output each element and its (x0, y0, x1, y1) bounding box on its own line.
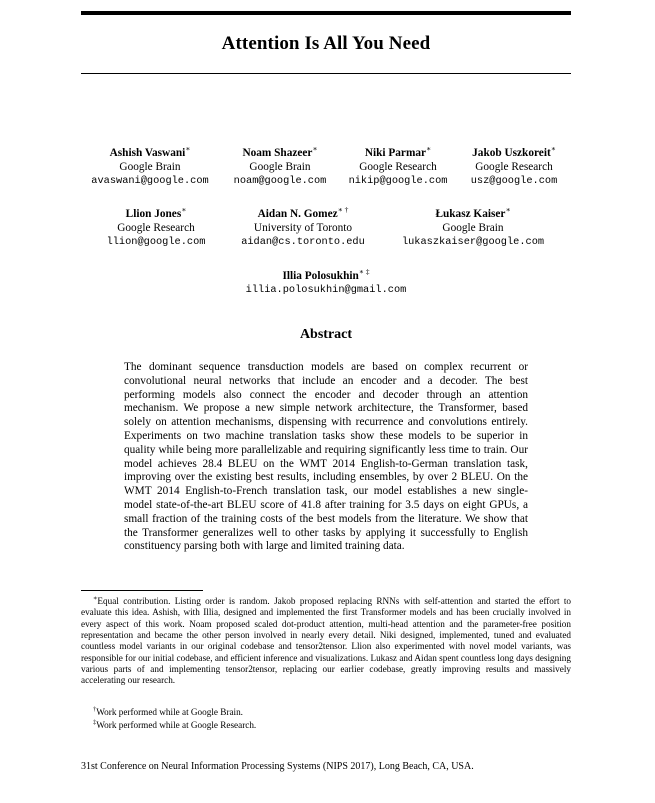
conference-note: 31st Conference on Neural Information Processing Systems (NIPS 2017), Long Beach, CA, USA. (81, 761, 474, 772)
author-name: Noam Shazeer∗ (242, 144, 318, 159)
footnote-google-brain: †Work performed while at Google Brain. (93, 706, 243, 718)
author-parmar (345, 142, 451, 189)
author-kaiser (393, 203, 553, 250)
author-affiliation: Google Research (359, 160, 437, 173)
author-name: Ashish Vaswani∗ (109, 144, 191, 159)
author-gomez (228, 203, 378, 250)
author-email: nikip@google.com (348, 174, 448, 187)
author-affiliation: University of Toronto (253, 221, 353, 234)
author-affiliation: Google Brain (249, 160, 311, 173)
author-affiliation: Google Research (117, 221, 195, 234)
author-email: aidan@cs.toronto.edu (241, 235, 365, 248)
author-email: noam@google.com (233, 174, 327, 187)
footnote-equal-contribution: ∗Equal contribution. Listing order is random. Jakob proposed replacing RNNs with self-attention and started the effort to evaluate this idea. Ashish, with Illia, designed and implemented the first Transformer models and has been crucially involved in every aspect of this work. Noam proposed scaled dot-product attention, multi-head attention and the parameter-free position representation and became the other person involved in nearly every detail. Niki designed, implemented, tuned and evaluated countless model variants in our original codebase and tensor2tensor. Llion also experimented with novel model variants, was responsible for our initial codebase, and efficient inference and visualizations. Lukasz and Aidan spent countless long days designing various parts of and implementing tensor2tensor, replacing our earlier codebase, greatly improving results and massively accelerating our research. (81, 595, 571, 686)
paper-title: Attention Is All You Need (221, 33, 431, 54)
author-affiliation: Google Research (475, 160, 553, 173)
author-name: Aidan N. Gomez∗ † (257, 205, 349, 220)
author-vaswani (85, 142, 215, 189)
author-polosukhin (226, 265, 426, 298)
title-bottom-rule (81, 73, 571, 74)
author-affiliation: Google Brain (119, 160, 181, 173)
author-email: usz@google.com (470, 174, 558, 187)
author-name: Jakob Uszkoreit∗ (472, 144, 556, 159)
author-email: avaswani@google.com (91, 174, 209, 187)
author-name: Llion Jones∗ (125, 205, 187, 220)
author-uszkoreit (463, 142, 565, 189)
author-name: Niki Parmar∗ (364, 144, 432, 159)
title-top-rule (81, 11, 571, 15)
author-name: Illia Polosukhin∗ ‡ (282, 267, 370, 282)
author-email: lukaszkaiser@google.com (401, 235, 545, 248)
author-affiliation: Google Brain (442, 221, 504, 234)
abstract-heading: Abstract (299, 327, 353, 342)
author-name: Łukasz Kaiser∗ (435, 205, 511, 220)
author-email: llion@google.com (106, 235, 206, 248)
abstract-text: The dominant sequence transduction models are based on complex recurrent or convolutional neural networks that include an encoder and a decoder. The best performing models also connect the encoder and decoder through an attention mechanism. We propose a new simple network architecture, the Transformer, based solely on attention mechanisms, dispensing with recurrence and convolutions entirely. Experiments on two machine translation tasks show these models to be superior in quality while being more parallelizable and requiring significantly less time to train. Our model achieves 28.4 BLEU on the WMT 2014 English-to-German translation task, improving over the existing best results, including ensembles, by over 2 BLEU. On the WMT 2014 English-to-French translation task, our model establishes a new single-model state-of-the-art BLEU score of 41.8 after training for 3.5 days on eight GPUs, a small fraction of the training costs of the best models from the literature. We show that the Transformer generalizes well to other tasks by applying it successfully to English constituency parsing both with large and limited training data. (124, 361, 528, 553)
footnote-google-research: ‡Work performed while at Google Research. (93, 719, 257, 731)
author-shazeer (227, 142, 333, 189)
footnote-rule (81, 590, 203, 591)
author-jones (99, 203, 213, 250)
author-email: illia.polosukhin@gmail.com (245, 283, 407, 296)
